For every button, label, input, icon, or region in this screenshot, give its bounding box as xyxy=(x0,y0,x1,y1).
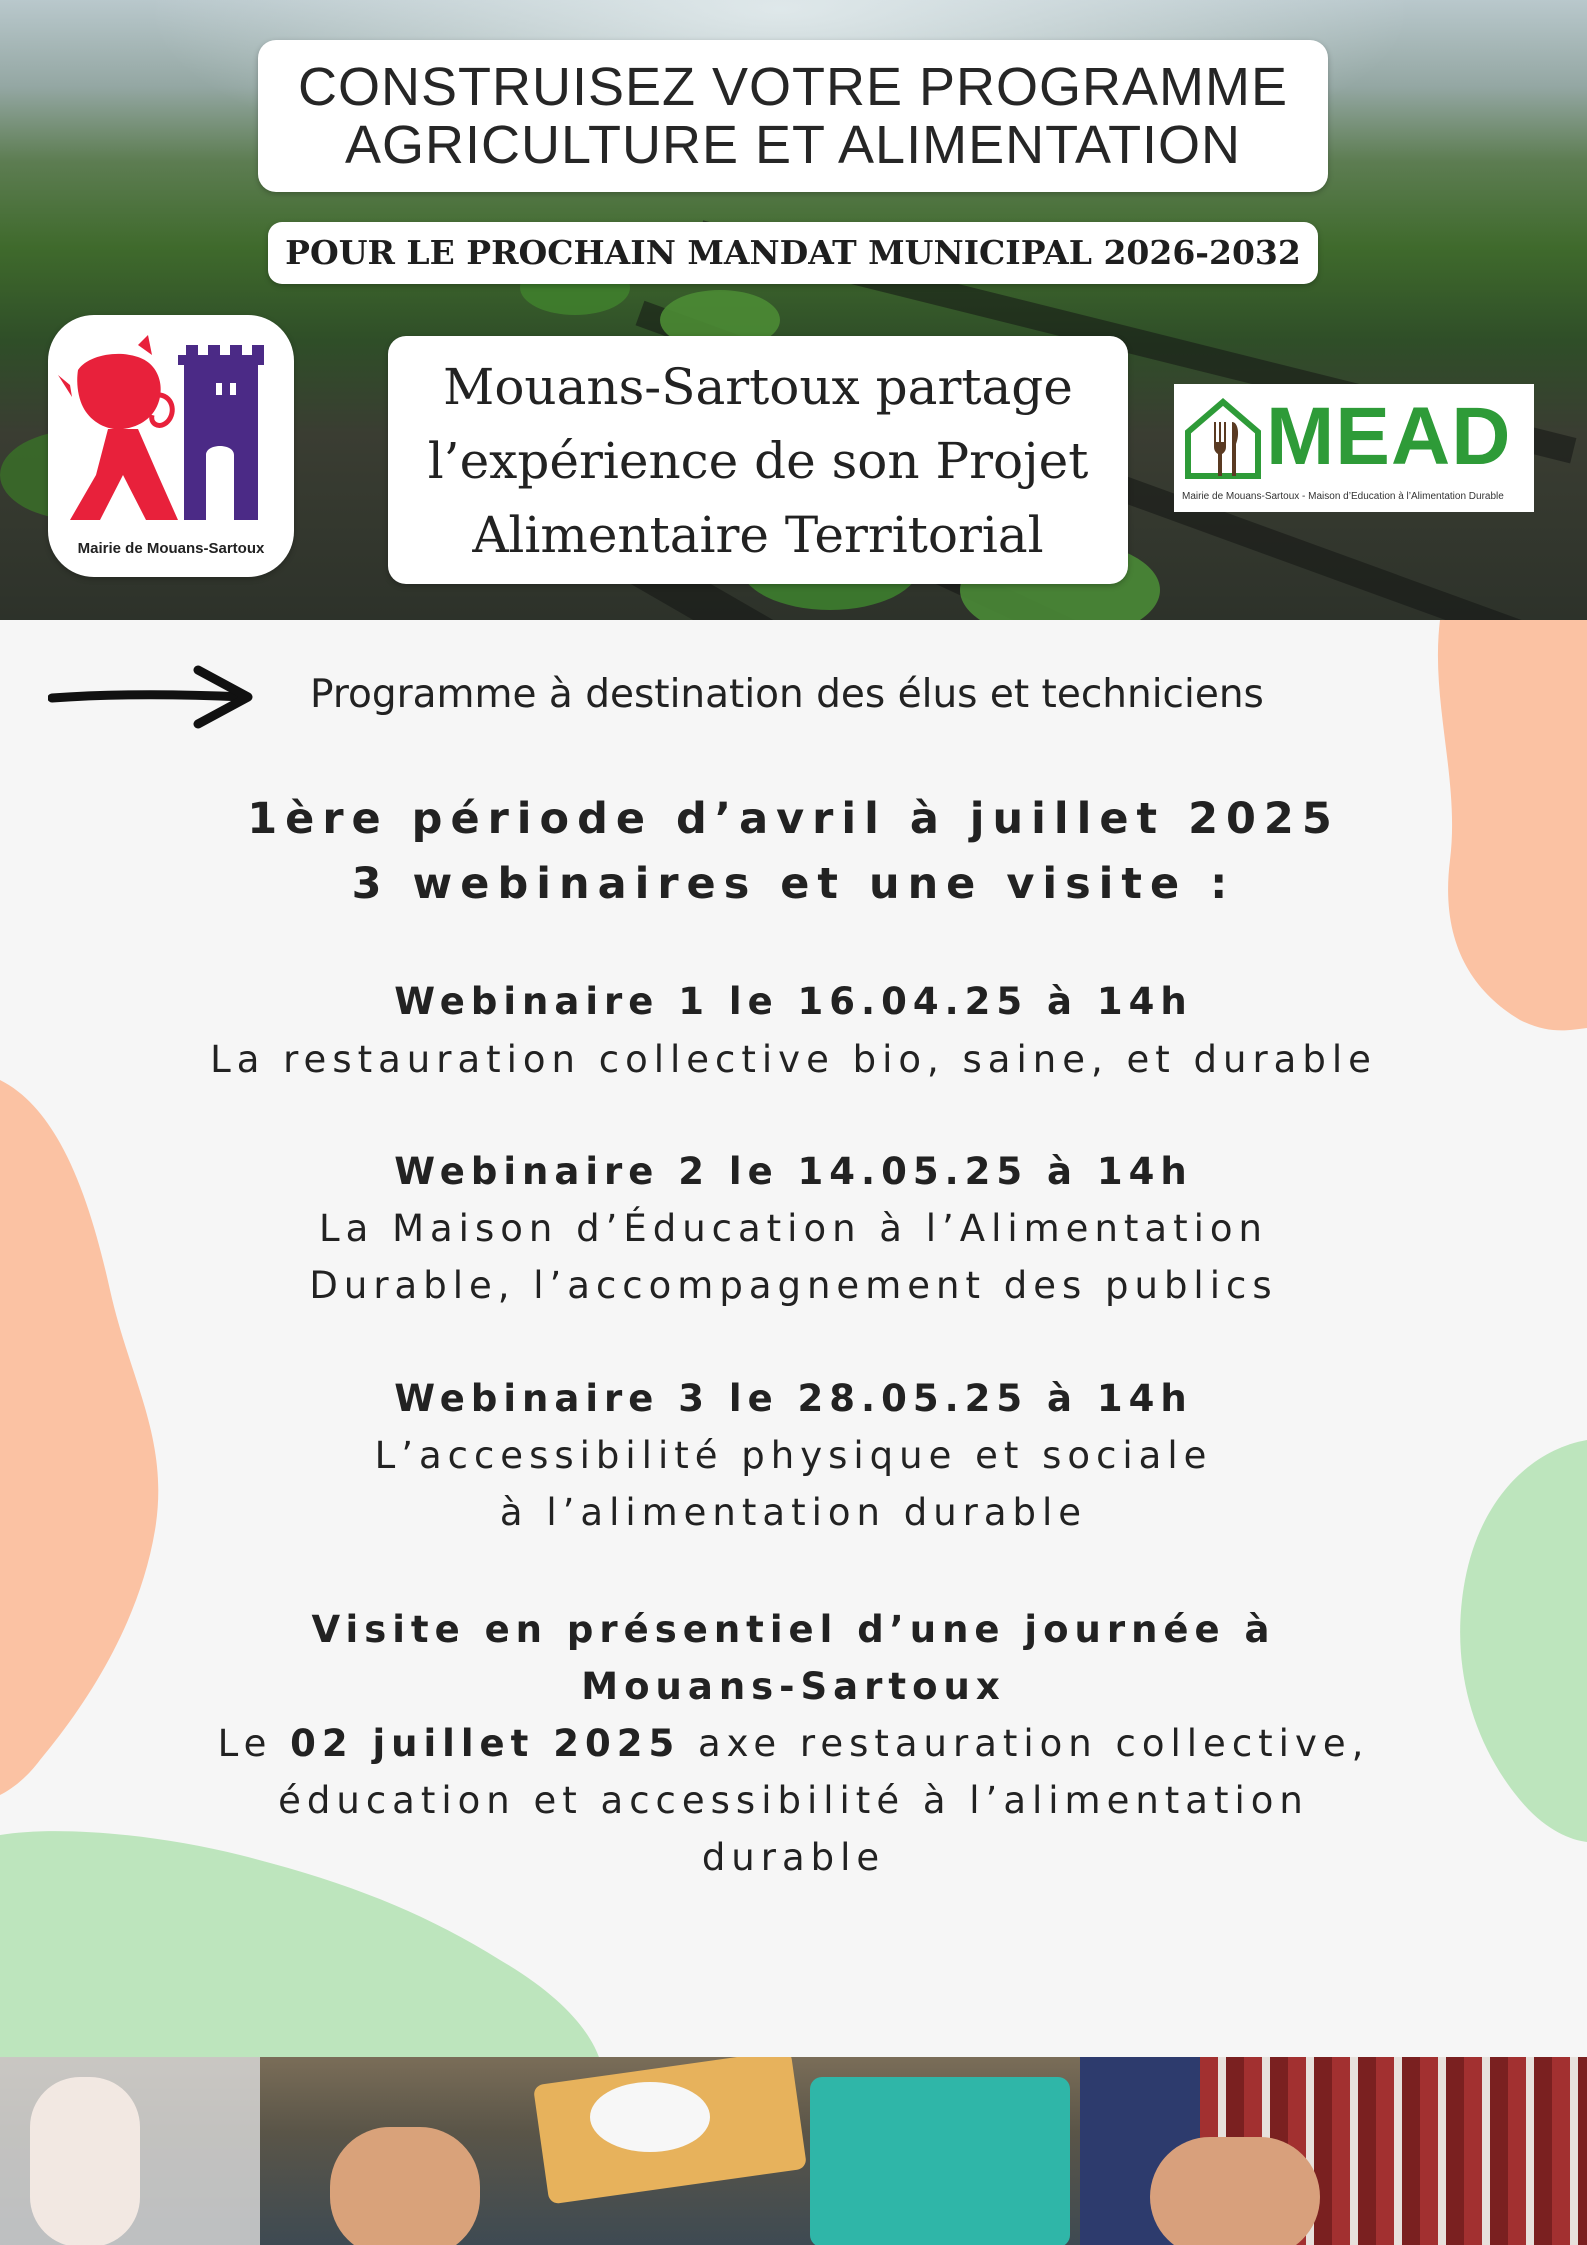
webinar-2-desc-line-1: La Maison d’Éducation à l’Alimentation xyxy=(319,1207,1268,1250)
subtitle-box xyxy=(268,222,1318,284)
webinar-1-title: Webinaire 1 le 16.04.25 à 14h xyxy=(394,980,1193,1023)
period-line-2: 3 webinaires et une visite : xyxy=(351,859,1236,909)
period-line-1: 1ère période d’avril à juillet 2025 xyxy=(247,794,1340,844)
arrow-right-icon xyxy=(48,664,254,730)
webinar-1-desc: La restauration collective bio, saine, et durable xyxy=(210,1038,1377,1081)
visit-date-suffix: axe restauration collective, xyxy=(680,1722,1370,1765)
visit-date: 02 juillet 2025 xyxy=(290,1722,681,1765)
mead-wordmark: MEAD xyxy=(1266,391,1512,482)
visit-desc-line-1: éducation et accessibilité à l’alimentation xyxy=(278,1779,1309,1822)
pat-line-1: Mouans-Sartoux partage xyxy=(443,358,1073,416)
mairie-logo xyxy=(48,315,294,577)
visit-date-line xyxy=(0,1722,1587,1765)
pat-box xyxy=(388,336,1128,584)
webinar-3-desc-line-2: à l’alimentation durable xyxy=(499,1491,1088,1534)
visit-date-prefix: Le xyxy=(217,1722,291,1765)
mairie-logo-caption: Mairie de Mouans-Sartoux xyxy=(77,540,265,557)
title-line-2: AGRICULTURE ET ALIMENTATION xyxy=(344,115,1242,175)
mairie-emblem-icon xyxy=(48,325,294,535)
webinar-3-title: Webinaire 3 le 28.05.25 à 14h xyxy=(394,1377,1193,1420)
webinar-3-desc-line-1: L’accessibilité physique et sociale xyxy=(374,1434,1213,1477)
mead-logo xyxy=(1174,384,1534,512)
mead-logo-caption: Mairie de Mouans-Sartoux - Maison d’Education à l’Alimentation Durable xyxy=(1182,491,1504,502)
title-box xyxy=(258,40,1328,192)
visit-title-line-2: Mouans-Sartoux xyxy=(581,1665,1006,1708)
pat-line-3: Alimentaire Territorial xyxy=(472,506,1044,564)
hero-photo xyxy=(0,0,1587,620)
title-line-1: CONSTRUISEZ VOTRE PROGRAMME xyxy=(297,57,1289,117)
webinar-2-desc-line-2: Durable, l’accompagnement des publics xyxy=(309,1264,1278,1307)
audience-text: Programme à destination des élus et techniciens xyxy=(310,672,1264,717)
webinar-2-title: Webinaire 2 le 14.05.25 à 14h xyxy=(394,1150,1193,1193)
canteen-photo xyxy=(0,2057,1587,2245)
subtitle: POUR LE PROCHAIN MANDAT MUNICIPAL 2026-2032 xyxy=(285,233,1301,272)
visit-title-line-1: Visite en présentiel d’une journée à xyxy=(311,1608,1276,1651)
visit-desc-line-2: durable xyxy=(701,1836,886,1879)
fork-house-icon xyxy=(1180,392,1266,482)
pat-line-2: l’expérience de son Projet xyxy=(427,432,1089,490)
